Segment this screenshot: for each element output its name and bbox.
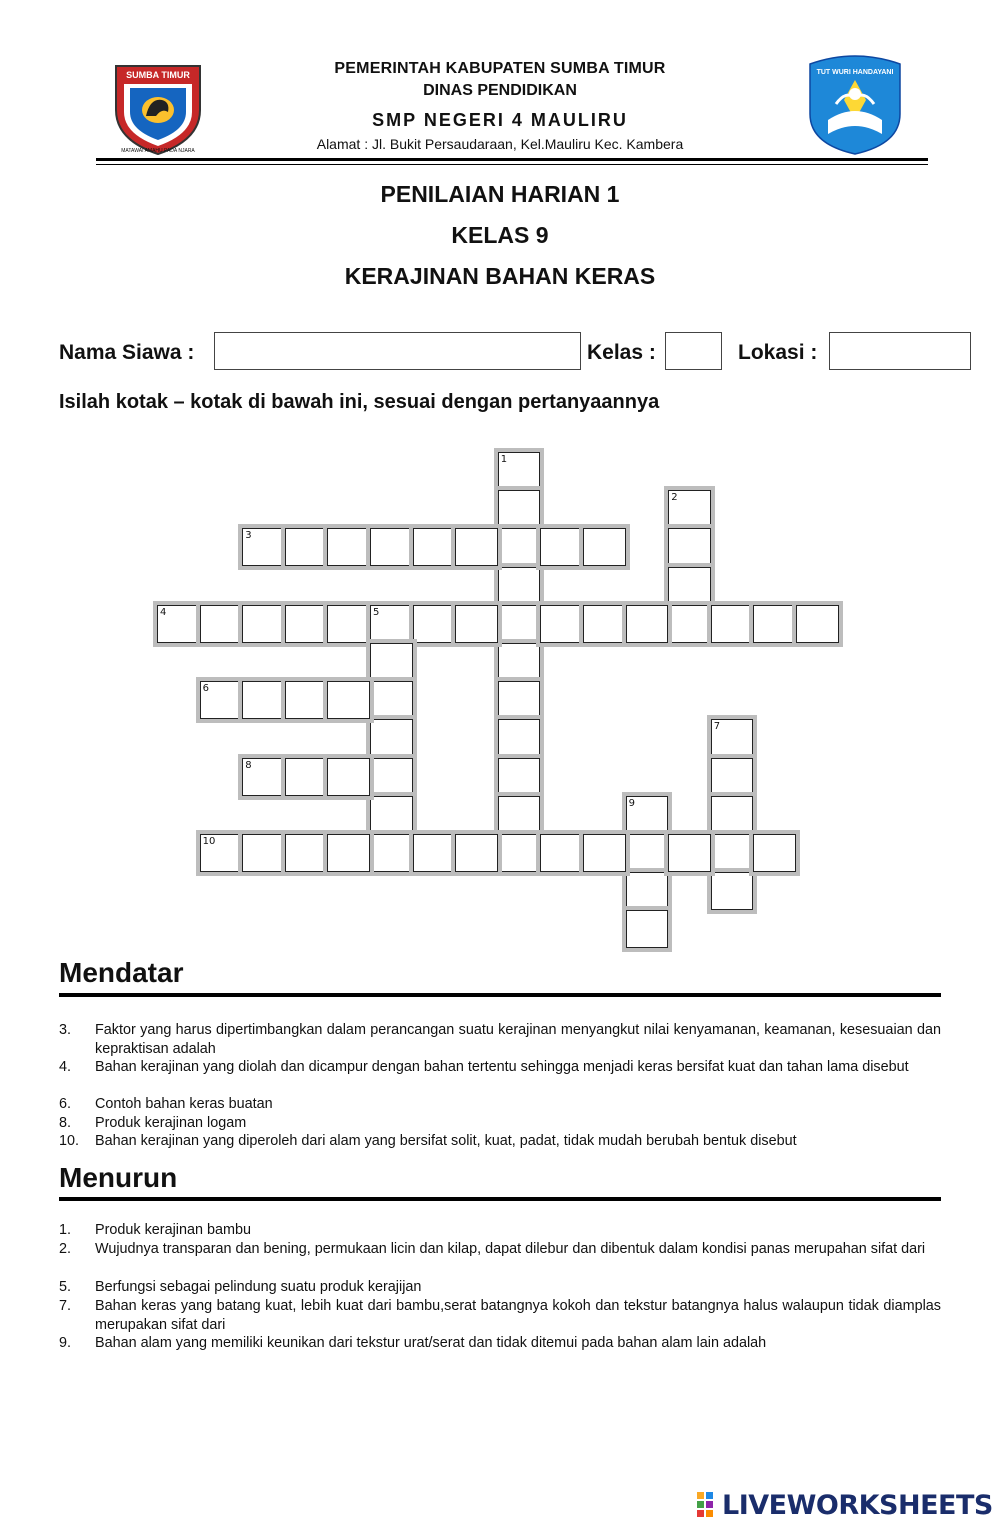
clue-number: 5. (59, 1279, 72, 1295)
government-name: PEMERINTAH KABUPATEN SUMBA TIMUR (334, 60, 666, 77)
across-clue (59, 1114, 941, 1133)
crossword-cell[interactable] (498, 681, 541, 719)
liveworksheets-wordmark: LIVEWORKSHEETS (722, 1489, 993, 1521)
clue-number: 1. (59, 1222, 72, 1238)
clue-text: Contoh bahan keras buatan (95, 1096, 273, 1112)
clue-number: 7. (59, 1298, 72, 1314)
clue-text: Produk kerajinan bambu (95, 1222, 251, 1238)
down-section-title: Menurun (59, 1162, 178, 1193)
crossword-cell[interactable] (413, 834, 456, 872)
clue-number: 2. (59, 1241, 72, 1257)
student-name-input[interactable] (214, 332, 581, 370)
crossword-cell[interactable] (583, 605, 626, 643)
crossword-cell[interactable] (753, 605, 796, 643)
down-section-rule (59, 1197, 941, 1201)
crossword-cell[interactable] (498, 643, 541, 681)
instruction-text: Isilah kotak – kotak di bawah ini, sesuai dengan pertanyaannya (59, 391, 660, 413)
clue-number: 9. (59, 1335, 72, 1351)
crossword-cell[interactable] (157, 605, 200, 643)
regency-logo-top-text: SUMBA TIMUR (126, 70, 190, 80)
crossword-cell[interactable] (498, 490, 541, 528)
crossword-cell[interactable] (626, 910, 669, 948)
clue-number: 3. (59, 1022, 72, 1038)
crossword-cell[interactable] (711, 758, 754, 796)
clue-text: Faktor yang harus dipertimbangkan dalam perancangan suatu kerajinan menyangkut nilai kenyamanan, keamanan, kesesuaian dan kepraktisan adalah (95, 1022, 941, 1057)
clue-number: 8. (59, 1115, 72, 1131)
school-address: Alamat : Jl. Bukit Persaudaraan, Kel.Mauliru Kec. Kambera (316, 136, 684, 152)
crossword-cell[interactable] (455, 605, 498, 643)
crossword-cell[interactable] (370, 528, 413, 566)
subject-title: KERAJINAN BAHAN KERAS (344, 263, 656, 289)
clue-number: 6. (59, 1096, 72, 1112)
crossword-cell[interactable] (668, 834, 711, 872)
crossword-cell[interactable] (498, 834, 541, 872)
tut-wuri-handayani-logo (806, 54, 904, 156)
class-label: Kelas : (587, 341, 656, 364)
crossword-cell[interactable] (242, 528, 285, 566)
crossword-cell[interactable] (242, 605, 285, 643)
crossword-cell[interactable] (498, 758, 541, 796)
crossword-cell[interactable] (626, 796, 669, 834)
crossword-cell[interactable] (498, 528, 541, 566)
crossword-cell[interactable] (711, 719, 754, 757)
school-name: SMP NEGERI 4 MAULIRU (372, 110, 628, 130)
crossword-cell[interactable] (455, 528, 498, 566)
crossword-cell[interactable] (285, 681, 328, 719)
crossword-cell[interactable] (370, 796, 413, 834)
crossword-clue-number: 8 (245, 759, 252, 771)
crossword-cell[interactable] (498, 605, 541, 643)
crossword-cell[interactable] (668, 567, 711, 605)
crossword-clue-number: 7 (713, 721, 721, 733)
student-name-label: Nama Siawa : (59, 341, 195, 364)
class-input[interactable] (665, 332, 722, 370)
crossword-cell[interactable] (285, 528, 328, 566)
regency-logo-motto: MATAWAI AMAHU PADA NJARA (121, 148, 195, 154)
crossword-cell[interactable] (498, 567, 541, 605)
down-clue (59, 1221, 941, 1240)
crossword-cell[interactable] (327, 834, 370, 872)
tut-wuri-logo-text: TUT WURI HANDAYANI (816, 69, 894, 76)
across-clue (59, 1058, 941, 1077)
crossword-clue-number: 3 (245, 530, 252, 542)
crossword-cell[interactable] (540, 605, 583, 643)
clue-text: Bahan kerajinan yang diperoleh dari alam yang bersifat solit, kuat, padat, tidak mudah berubah bentuk disebut (95, 1133, 797, 1149)
crossword-cell[interactable] (242, 681, 285, 719)
crossword-cell[interactable] (498, 452, 541, 490)
crossword-clue-number: 5 (373, 606, 380, 618)
crossword-cell[interactable] (540, 528, 583, 566)
clue-number: 4. (59, 1059, 72, 1075)
across-section-rule (59, 993, 941, 997)
header-rule-thick (96, 158, 928, 161)
crossword-cell[interactable] (668, 528, 711, 566)
liveworksheets-brand (696, 1488, 993, 1522)
crossword-cell[interactable] (327, 605, 370, 643)
department-name: DINAS PENDIDIKAN (423, 82, 577, 99)
crossword-cell[interactable] (285, 834, 328, 872)
clue-text: Bahan keras yang batang kuat, lebih kuat dari bambu,serat batangnya kokoh dan tekstur batangnya halus walaupun tidak diamplas merupakan sifat dari (95, 1298, 941, 1333)
crossword-cell[interactable] (711, 872, 754, 910)
crossword-cell[interactable] (370, 834, 413, 872)
clue-text: Bahan alam yang memiliki keunikan dari tekstur urat/serat dan tidak ditemui pada bahan alam lain adalah (95, 1335, 767, 1351)
crossword-cell[interactable] (583, 834, 626, 872)
crossword-cell[interactable] (413, 605, 456, 643)
across-clue (59, 1132, 941, 1151)
crossword-clue-number: 6 (202, 683, 209, 695)
crossword-clue-number: 2 (671, 492, 678, 504)
crossword-cell[interactable] (711, 605, 754, 643)
crossword-cell[interactable] (455, 834, 498, 872)
crossword-cell[interactable] (668, 605, 711, 643)
down-clue (59, 1334, 941, 1353)
crossword-clue-number: 4 (160, 606, 167, 618)
crossword-cell[interactable] (327, 758, 370, 796)
clue-text: Berfungsi sebagai pelindung suatu produk kerajijan (95, 1279, 422, 1295)
crossword-cell[interactable] (626, 605, 669, 643)
crossword-cell[interactable] (370, 605, 413, 643)
crossword-cell[interactable] (285, 758, 328, 796)
crossword-cell[interactable] (242, 758, 285, 796)
clue-text: Bahan kerajinan yang diolah dan dicampur dengan bahan tertentu sehingga menjadi keras bersifat kuat dan tahan lama disebut (95, 1059, 909, 1075)
across-section-title: Mendatar (59, 957, 184, 988)
clue-number: 10. (59, 1133, 80, 1149)
crossword-cell[interactable] (200, 681, 243, 719)
across-clue (59, 1095, 941, 1114)
crossword-cell[interactable] (285, 605, 328, 643)
crossword-cell[interactable] (370, 681, 413, 719)
crossword-cell[interactable] (583, 528, 626, 566)
crossword-cell[interactable] (370, 719, 413, 757)
crossword-cell[interactable] (200, 605, 243, 643)
clue-text: Produk kerajinan logam (95, 1115, 247, 1131)
liveworksheets-icon (696, 1491, 722, 1519)
crossword-cell[interactable] (711, 834, 754, 872)
crossword-cell[interactable] (498, 719, 541, 757)
crossword-cell[interactable] (796, 605, 839, 643)
crossword-clue-number: 9 (628, 797, 635, 809)
crossword-cell[interactable] (327, 681, 370, 719)
assessment-title: PENILAIAN HARIAN 1 (380, 181, 620, 207)
crossword-cell[interactable] (753, 834, 796, 872)
crossword-cell[interactable] (626, 872, 669, 910)
crossword-clue-number: 1 (500, 454, 508, 465)
crossword-cell[interactable] (242, 834, 285, 872)
crossword-cell[interactable] (668, 490, 711, 528)
crossword-cell[interactable] (200, 834, 243, 872)
header-rule-thin (96, 164, 928, 165)
down-clue (59, 1240, 941, 1259)
down-clue (59, 1278, 941, 1297)
crossword-cell[interactable] (626, 834, 669, 872)
crossword-cell[interactable] (370, 643, 413, 681)
crossword-cell[interactable] (711, 796, 754, 834)
location-label: Lokasi : (738, 341, 818, 364)
down-clue (59, 1297, 941, 1334)
crossword-cell[interactable] (370, 758, 413, 796)
location-input[interactable] (829, 332, 971, 370)
crossword-cell[interactable] (498, 796, 541, 834)
crossword-cell[interactable] (413, 528, 456, 566)
clue-text: Wujudnya transparan dan bening, permukaan licin dan kilap, dapat dilebur dan dibentuk dalam kondisi panas merupahan sifat dari (95, 1241, 926, 1257)
crossword-cell[interactable] (540, 834, 583, 872)
crossword-clue-number: 10 (202, 836, 216, 847)
crossword-cell[interactable] (327, 528, 370, 566)
across-clue (59, 1021, 941, 1058)
class-title: KELAS 9 (451, 222, 549, 248)
